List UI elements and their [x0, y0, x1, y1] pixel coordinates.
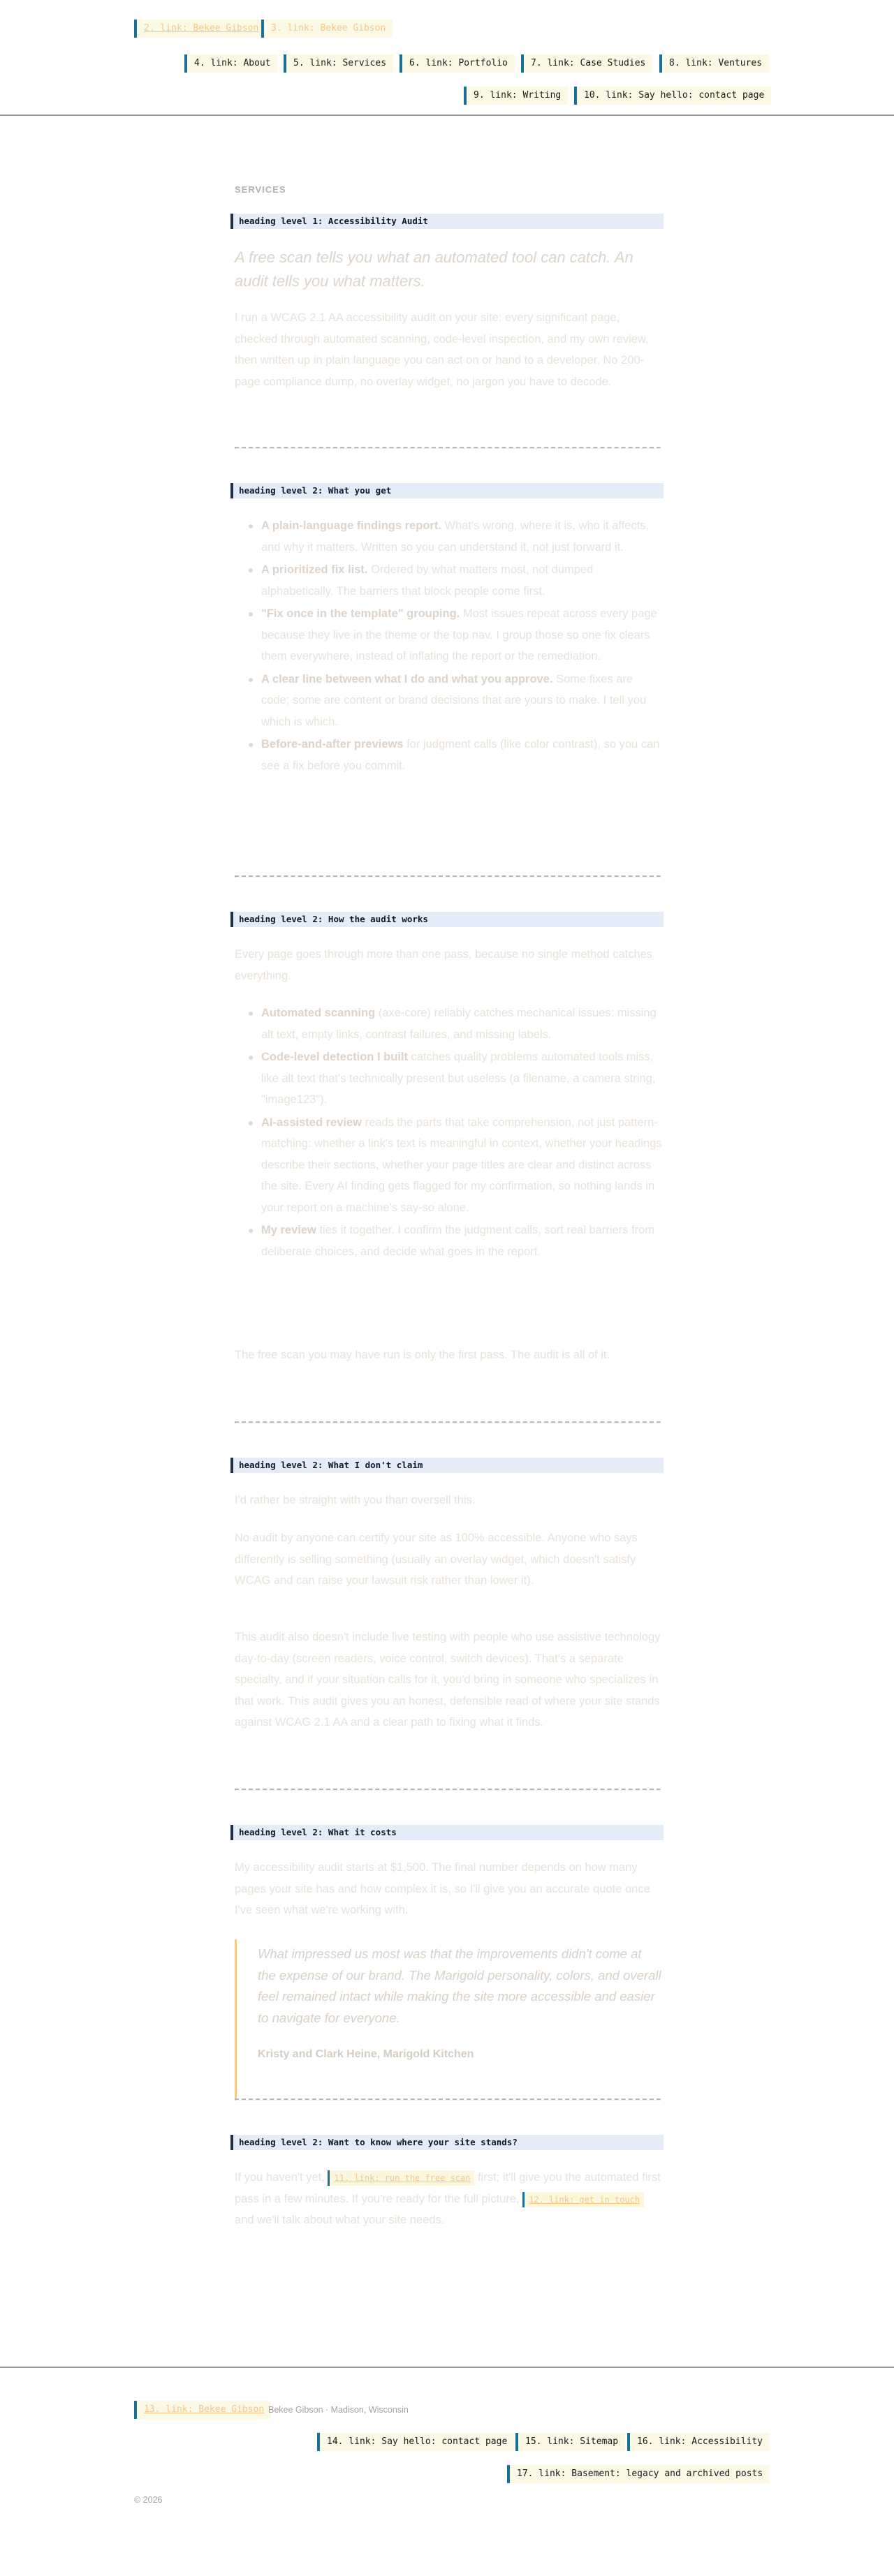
testimonial-citation: Kristy and Clark Heine, Marigold Kitchen — [258, 2048, 474, 2060]
cta-paragraph — [235, 2167, 661, 2231]
list-item-strong: A prioritized fix list. — [261, 563, 368, 576]
testimonial-quote — [235, 1939, 662, 2100]
list-item-text: Most issues repeat across every page because they live in the theme or the top nav. I group those so one fix clears them everywhere, instead of inflating the report or the remediation. — [261, 607, 657, 662]
section-divider — [235, 447, 661, 449]
list-item-strong: Before-and-after previews — [261, 738, 404, 750]
nav-link-contact[interactable]: 10. link: Say hello: contact page — [574, 87, 771, 105]
nav-link-services[interactable]: 5. link: Services — [284, 54, 393, 73]
page-eyebrow: SERVICES — [235, 184, 286, 195]
list-item-text: ties it together. I confirm the judgment calls, sort real barriers from deliberate choices, and decide what goes in the report. — [261, 1224, 655, 1258]
site-footer — [0, 2367, 894, 2576]
heading-how-audit-works: heading level 2: How the audit works — [230, 912, 664, 927]
heading-what-i-dont-claim: heading level 2: What I don't claim — [230, 1458, 664, 1473]
how-audit-list — [261, 1002, 662, 1264]
list-item-strong: "Fix once in the template" grouping. — [261, 607, 460, 620]
list-item — [261, 1220, 662, 1262]
footer-tagline: Bekee Gibson · Madison, Wisconsin — [268, 2405, 409, 2415]
how-lead-paragraph: Every page goes through more than one pass, because no single method catches everything. — [235, 948, 653, 982]
section-divider — [235, 1789, 661, 1791]
intro-lede: A free scan tells you what an automated tool can catch. An audit tells you what matters. — [235, 249, 633, 290]
nav-link-about[interactable]: 4. link: About — [184, 54, 278, 73]
list-item-text: Ordered by what matters most, not dumped alphabetically. The barriers that block people come first. — [261, 563, 594, 598]
footer-link-contact[interactable]: 14. link: Say hello: contact page — [317, 2433, 514, 2451]
home-text-link-label: 3. link: Bekee Gibson — [271, 23, 386, 34]
copyright: © 2026 — [134, 2495, 163, 2505]
nav-link-portfolio[interactable]: 6. link: Portfolio — [400, 54, 515, 73]
list-item-strong: My review — [261, 1224, 316, 1236]
section-divider — [235, 2098, 661, 2101]
get-in-touch-link[interactable]: 12. link: get in touch — [522, 2192, 644, 2207]
list-item — [261, 1112, 662, 1219]
list-item — [261, 603, 662, 667]
section-divider — [235, 1421, 661, 1423]
section-divider — [235, 875, 661, 878]
intro-paragraph: I run a WCAG 2.1 AA accessibility audit on your site: every significant page, checked through automated scanning, code-level inspection, and my own review, then written up in plain language you can act on or hand to a developer. No 200-page compliance dump, no overlay widget, no jargon you have to decode. — [235, 311, 649, 388]
run-free-scan-link[interactable]: 11. link: run the free scan — [328, 2170, 474, 2186]
cta-text-c: and we'll talk about what your site needs. — [235, 2214, 445, 2226]
how-closing-paragraph: The free scan you may have run is only the first pass. The audit is all of it. — [235, 1349, 610, 1361]
footer-link-accessibility[interactable]: 16. link: Accessibility — [627, 2433, 770, 2451]
list-item — [261, 734, 662, 776]
footer-logo-link[interactable] — [134, 2401, 271, 2419]
list-item-text: (axe-core) reliably catches mechanical issues: missing alt text, empty links, contrast failures, and missing labels. — [261, 1007, 657, 1041]
list-item-text: What's wrong, where it is, who it affects, and why it matters. Written so you can understand it, not just forward it. — [261, 519, 650, 554]
heading-what-it-costs: heading level 2: What it costs — [230, 1825, 664, 1840]
nav-link-ventures[interactable]: 8. link: Ventures — [659, 54, 769, 73]
what-you-get-list — [261, 515, 662, 778]
footer-link-sitemap[interactable]: 15. link: Sitemap — [515, 2433, 625, 2451]
claim-paragraph-1: I'd rather be straight with you than oversell this. — [235, 1494, 476, 1507]
list-item-strong: AI-assisted review — [261, 1116, 362, 1129]
footer-logo-link-label: 13. link: Bekee Gibson — [144, 2404, 265, 2415]
claim-paragraph-2: No audit by anyone can certify your site as 100% accessible. Anyone who says differently is selling something (usually an overlay widget, which doesn't satisfy WCAG and can raise your lawsuit risk rather than lower it). — [235, 1532, 638, 1587]
heading-what-you-get: heading level 2: What you get — [230, 483, 664, 498]
list-item-text: reads the parts that take comprehension, not just pattern-matching: whether a link's text is meaningful in context, whether your headings describe their sections, whether your page titles are clear and distinct across the site. Every AI finding gets flagged for my confirmation, so nothing lands in your report on a machine's say-so alone. — [261, 1116, 662, 1214]
list-item — [261, 1002, 662, 1045]
cost-paragraph: My accessibility audit starts at $1,500. The final number depends on how many pages your site has and how complex it is, so I'll give you an accurate quote once I've seen what we're working with. — [235, 1861, 650, 1916]
heading-want-to-know: heading level 2: Want to know where your site stands? — [230, 2135, 664, 2150]
footer-link-basement[interactable]: 17. link: Basement: legacy and archived posts — [507, 2465, 770, 2483]
nav-link-case-studies[interactable]: 7. link: Case Studies — [521, 54, 652, 73]
claim-paragraph-3: This audit also doesn't include live testing with people who use assistive technology day-to-day (screen readers, voice control, switch devices). That's a separate specialty, and if your situation calls for it, you'd bring in someone who specializes in that work. This audit gives you an honest, defensible read of where your site stands against WCAG 2.1 AA and a clear path to fixing what it finds. — [235, 1631, 661, 1729]
home-text-link[interactable] — [261, 20, 393, 38]
list-item-strong: Code-level detection I built — [261, 1051, 408, 1063]
nav-link-writing[interactable]: 9. link: Writing — [464, 87, 568, 105]
cta-text-a: If you haven't yet, — [235, 2171, 328, 2184]
list-item-strong: Automated scanning — [261, 1007, 376, 1019]
list-item-strong: A clear line between what I do and what you approve. — [261, 672, 553, 686]
site-header — [0, 0, 894, 116]
cta-text-b: first; it'll give you the automated first pass in a few minutes. If you're ready for the full picture, — [235, 2171, 661, 2205]
list-item — [261, 559, 662, 602]
home-logo-link[interactable] — [134, 20, 265, 38]
list-item — [261, 515, 662, 558]
list-item-text: Some fixes are code; some are content or brand decisions that are yours to make. I tell you which is which. — [261, 672, 647, 728]
list-item-text: catches quality problems automated tools miss, like alt text that's technically present but useless (a filename, a camera string, "image123"). — [261, 1051, 656, 1106]
list-item — [261, 1046, 662, 1111]
home-logo-link-label: 2. link: Bekee Gibson — [144, 23, 259, 34]
testimonial-text: What impressed us most was that the improvements didn't come at the expense of our brand. The Marigold personality, colors, and overall feel remained intact while making the site more accessible and easier to navigate for everyone. — [258, 1946, 661, 2025]
list-item-strong: A plain-language findings report. — [261, 519, 441, 532]
list-item-text: for judgment calls (like color contrast), so you can see a fix before you commit. — [261, 738, 660, 772]
page-title: heading level 1: Accessibility Audit — [230, 214, 664, 229]
list-item — [261, 669, 662, 733]
